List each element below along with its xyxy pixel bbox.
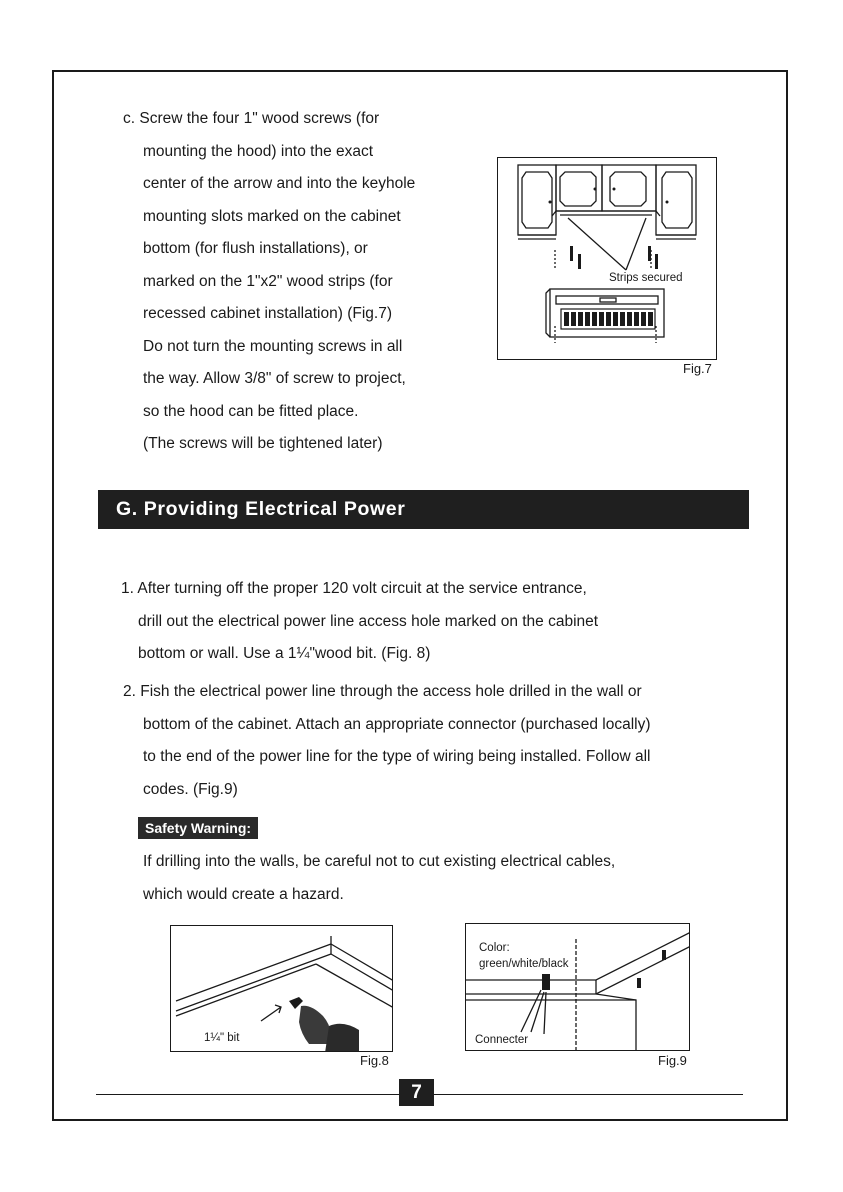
step-1-text [121, 573, 598, 671]
warning-line: which would create a hazard. [143, 885, 344, 903]
step-c-line: the way. Allow 3/8" of screw to project, [143, 370, 406, 387]
step-2-text [123, 676, 651, 806]
fig7-illustration [497, 157, 717, 360]
step-c-text [123, 103, 415, 461]
step-1-line: drill out the electrical power line access hole marked on the cabinet [138, 612, 599, 630]
step-1-line: 1. After turning off the proper 120 volt circuit at the service entrance, [121, 580, 587, 597]
step-c-line: mounting slots marked on the cabinet [143, 207, 401, 225]
step-c-line: so the hood can be fitted place. [143, 402, 359, 420]
fig8-illustration [170, 925, 393, 1052]
step-2-line: bottom of the cabinet. Attach an appropriate connector (purchased locally) [143, 715, 651, 733]
step-c-line: (The screws will be tightened later) [143, 435, 383, 452]
fig9-color-values: green/white/black [479, 958, 569, 970]
fig7-cabinets-drawing [498, 158, 717, 360]
step-c-line: mounting the hood) into the exact [143, 142, 374, 160]
step-2-line: 2. Fish the electrical power line through the access hole drilled in the wall or [123, 683, 642, 700]
fig8-bit-label: 1¼" bit [204, 1032, 240, 1044]
warning-line: If drilling into the walls, be careful not to cut existing electrical cables, [143, 853, 616, 870]
safety-warning-text [143, 846, 615, 911]
step-c-line: recessed cabinet installation) (Fig.7) [143, 305, 392, 322]
page-number: 7 [399, 1079, 434, 1106]
step-2-line: to the end of the power line for the type of wiring being installed. Follow all [143, 748, 651, 765]
fig9-caption: Fig.9 [658, 1053, 687, 1068]
safety-warning-badge: Safety Warning: [138, 817, 258, 839]
step-c-line: marked on the 1"x2" wood strips (for [143, 272, 393, 290]
fig9-connector-label: Connecter [475, 1034, 529, 1046]
section-heading: G. Providing Electrical Power [98, 490, 749, 529]
step-1-line: bottom or wall. Use a 1¼"wood bit. (Fig. 8) [138, 645, 431, 662]
fig9-illustration [465, 923, 690, 1051]
fig9-color-label: Color: [479, 942, 510, 954]
step-2-line: codes. (Fig.9) [143, 780, 238, 798]
fig7-caption: Fig.7 [683, 361, 712, 376]
step-c-line: c. Screw the four 1" wood screws (for [123, 110, 380, 127]
step-c-line: bottom (for flush installations), or [143, 240, 368, 257]
fig7-strips-label: Strips secured [609, 272, 683, 284]
fig8-caption: Fig.8 [360, 1053, 389, 1068]
step-c-line: Do not turn the mounting screws in all [143, 337, 403, 355]
step-c-line: center of the arrow and into the keyhole [143, 175, 416, 192]
